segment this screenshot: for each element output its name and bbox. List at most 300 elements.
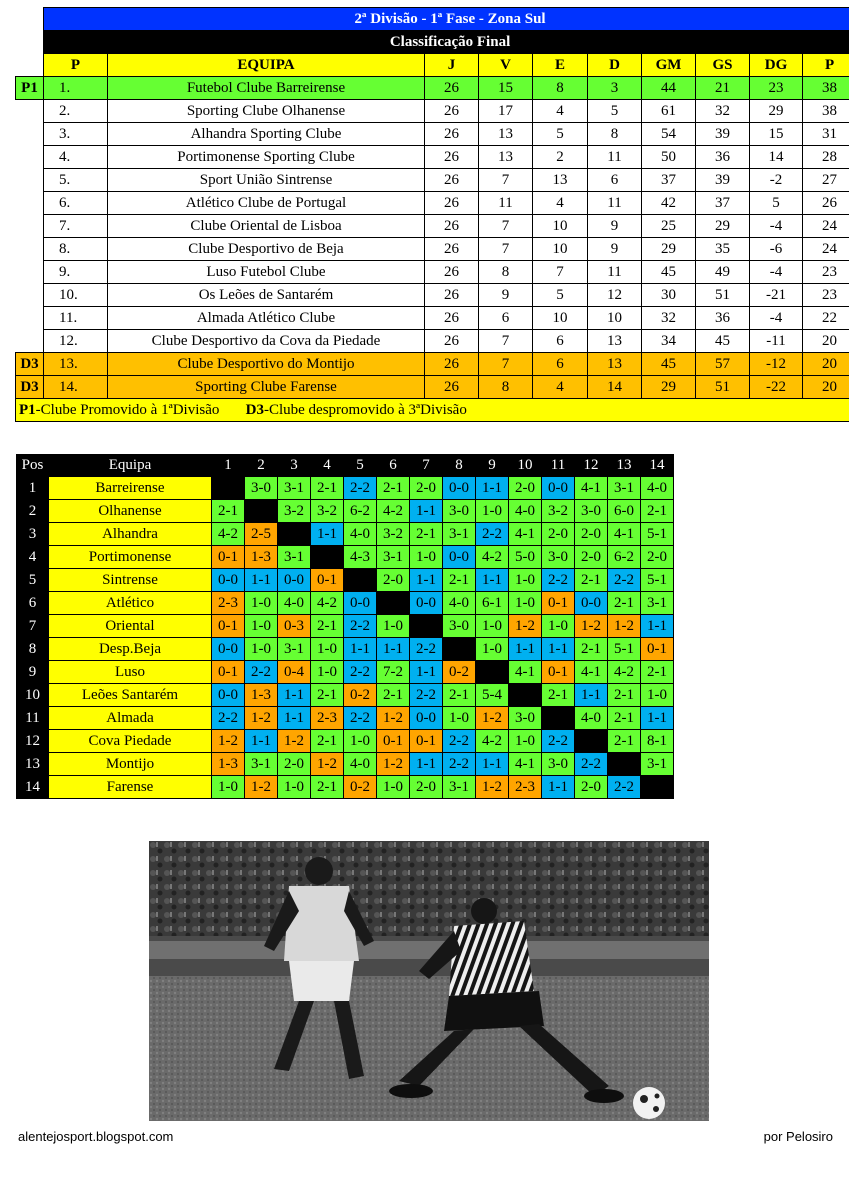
header-goals-against: GS [696, 54, 750, 77]
match-result-cell: 1-2 [377, 707, 410, 730]
match-result-cell: 0-3 [278, 615, 311, 638]
match-result-cell: 2-1 [377, 477, 410, 500]
row-draws: 4 [533, 376, 588, 399]
row-points: 20 [803, 376, 849, 399]
row-points: 22 [803, 307, 849, 330]
standings-row [16, 238, 849, 261]
row-goals-against: 37 [696, 192, 750, 215]
matrix-row-pos: 14 [17, 776, 49, 799]
match-result-cell: 2-1 [377, 684, 410, 707]
standings-row [16, 353, 849, 376]
match-result-cell: 2-0 [641, 546, 674, 569]
match-result-cell: 1-2 [212, 730, 245, 753]
match-result-cell: 1-0 [344, 730, 377, 753]
match-result-cell: 2-1 [542, 684, 575, 707]
row-points: 38 [803, 100, 849, 123]
row-goals-against: 39 [696, 169, 750, 192]
row-goals-against: 39 [696, 123, 750, 146]
row-played: 26 [425, 376, 479, 399]
matrix-row-team: Montijo [49, 753, 212, 776]
match-result-cell: 2-2 [443, 753, 476, 776]
match-result-cell: 1-0 [509, 569, 542, 592]
match-result-cell: 2-3 [212, 592, 245, 615]
row-position: 13. [44, 353, 108, 376]
row-played: 26 [425, 238, 479, 261]
row-losses: 10 [588, 307, 642, 330]
row-goal-diff: -4 [750, 261, 803, 284]
row-points: 31 [803, 123, 849, 146]
match-result-cell: 1-1 [245, 569, 278, 592]
match-result-cell: 3-1 [278, 638, 311, 661]
row-points: 20 [803, 353, 849, 376]
match-result-cell: 1-1 [410, 500, 443, 523]
match-result-cell: 1-2 [575, 615, 608, 638]
match-result-cell: 0-0 [410, 592, 443, 615]
match-result-cell: 5-1 [608, 638, 641, 661]
match-result-cell [410, 615, 443, 638]
row-wins: 7 [479, 238, 533, 261]
row-goal-diff: -12 [750, 353, 803, 376]
row-position: 2. [44, 100, 108, 123]
row-draws: 6 [533, 353, 588, 376]
row-wins: 8 [479, 261, 533, 284]
matrix-row [17, 776, 674, 799]
row-points: 23 [803, 261, 849, 284]
row-points: 24 [803, 215, 849, 238]
match-result-cell: 2-0 [509, 477, 542, 500]
match-result-cell: 0-0 [344, 592, 377, 615]
row-draws: 2 [533, 146, 588, 169]
match-result-cell: 2-1 [311, 730, 344, 753]
row-wins: 7 [479, 169, 533, 192]
matrix-row-team: Alhandra [49, 523, 212, 546]
match-result-cell [278, 523, 311, 546]
row-goals-against: 29 [696, 215, 750, 238]
match-result-cell: 3-1 [377, 546, 410, 569]
match-result-cell: 3-1 [443, 523, 476, 546]
row-goal-diff: 5 [750, 192, 803, 215]
matrix-col-header: 12 [575, 455, 608, 477]
row-position: 1. [44, 77, 108, 100]
match-result-cell: 3-0 [509, 707, 542, 730]
row-goals-against: 51 [696, 284, 750, 307]
match-result-cell: 5-1 [641, 569, 674, 592]
match-result-cell: 3-1 [641, 753, 674, 776]
matrix-row-pos: 11 [17, 707, 49, 730]
standings-row [16, 169, 849, 192]
row-wins: 13 [479, 146, 533, 169]
match-result-cell: 3-0 [542, 753, 575, 776]
row-goals-for: 25 [642, 215, 696, 238]
match-result-cell: 3-1 [443, 776, 476, 799]
match-result-cell: 3-1 [278, 477, 311, 500]
football-match-photo [149, 841, 709, 1121]
match-result-cell: 4-1 [509, 661, 542, 684]
match-result-cell [212, 477, 245, 500]
match-result-cell: 4-2 [212, 523, 245, 546]
standings-row [16, 376, 849, 399]
match-result-cell: 1-0 [509, 730, 542, 753]
footer-site: alentejosport.blogspot.com [18, 1129, 174, 1144]
standings-subtitle: Classificação Final [44, 31, 849, 54]
row-played: 26 [425, 330, 479, 353]
match-result-cell: 4-1 [575, 477, 608, 500]
row-goals-for: 44 [642, 77, 696, 100]
match-result-cell: 4-1 [509, 753, 542, 776]
match-result-cell [641, 776, 674, 799]
row-position: 14. [44, 376, 108, 399]
matrix-row [17, 500, 674, 523]
row-played: 26 [425, 123, 479, 146]
row-played: 26 [425, 100, 479, 123]
match-result-cell: 4-0 [443, 592, 476, 615]
standings-row [16, 307, 849, 330]
row-team: Almada Atlético Clube [108, 307, 425, 330]
row-points: 27 [803, 169, 849, 192]
matrix-col-header: 7 [410, 455, 443, 477]
matrix-row-team: Desp.Beja [49, 638, 212, 661]
match-result-cell: 0-1 [212, 661, 245, 684]
match-result-cell: 3-0 [443, 500, 476, 523]
row-goals-against: 45 [696, 330, 750, 353]
row-goal-diff: 23 [750, 77, 803, 100]
status-tag [16, 100, 44, 123]
matrix-col-header: 11 [542, 455, 575, 477]
row-points: 24 [803, 238, 849, 261]
matrix-row [17, 592, 674, 615]
row-goals-for: 29 [642, 238, 696, 261]
row-losses: 11 [588, 192, 642, 215]
row-team: Futebol Clube Barreirense [108, 77, 425, 100]
row-draws: 13 [533, 169, 588, 192]
match-result-cell: 1-3 [212, 753, 245, 776]
row-position: 9. [44, 261, 108, 284]
row-position: 10. [44, 284, 108, 307]
match-result-cell: 0-1 [212, 615, 245, 638]
row-losses: 6 [588, 169, 642, 192]
row-goals-for: 37 [642, 169, 696, 192]
row-position: 6. [44, 192, 108, 215]
standings-row [16, 215, 849, 238]
status-tag [16, 146, 44, 169]
match-result-cell: 1-0 [245, 615, 278, 638]
header-goal-diff: DG [750, 54, 803, 77]
matrix-row-team: Almada [49, 707, 212, 730]
row-team: Clube Desportivo de Beja [108, 238, 425, 261]
match-result-cell: 1-1 [245, 730, 278, 753]
match-result-cell: 2-0 [410, 776, 443, 799]
match-result-cell: 3-2 [278, 500, 311, 523]
match-result-cell: 1-2 [278, 730, 311, 753]
row-goals-for: 54 [642, 123, 696, 146]
row-losses: 9 [588, 215, 642, 238]
blank-corner [16, 8, 44, 31]
row-played: 26 [425, 77, 479, 100]
matrix-row [17, 615, 674, 638]
match-result-cell: 0-1 [410, 730, 443, 753]
footer-author: por Pelosiro [763, 1129, 833, 1144]
matrix-row-pos: 7 [17, 615, 49, 638]
match-result-cell: 1-0 [476, 500, 509, 523]
matrix-col-header: 6 [377, 455, 410, 477]
row-goal-diff: -22 [750, 376, 803, 399]
match-result-cell: 1-0 [476, 638, 509, 661]
row-team: Sport União Sintrense [108, 169, 425, 192]
match-result-cell: 4-1 [575, 661, 608, 684]
row-wins: 7 [479, 330, 533, 353]
match-result-cell: 2-0 [377, 569, 410, 592]
status-tag: D3 [16, 376, 44, 399]
status-tag [16, 238, 44, 261]
header-pos: P [44, 54, 108, 77]
row-goals-for: 45 [642, 353, 696, 376]
row-goals-for: 29 [642, 376, 696, 399]
match-result-cell: 8-1 [641, 730, 674, 753]
match-result-cell: 0-1 [641, 638, 674, 661]
matrix-col-header: 3 [278, 455, 311, 477]
row-played: 26 [425, 307, 479, 330]
match-result-cell: 2-2 [410, 684, 443, 707]
match-result-cell: 3-1 [245, 753, 278, 776]
row-wins: 8 [479, 376, 533, 399]
match-result-cell: 4-3 [344, 546, 377, 569]
match-result-cell: 1-0 [212, 776, 245, 799]
row-wins: 17 [479, 100, 533, 123]
match-result-cell: 3-2 [377, 523, 410, 546]
match-result-cell: 2-1 [608, 684, 641, 707]
matrix-row-team: Portimonense [49, 546, 212, 569]
match-result-cell: 5-0 [509, 546, 542, 569]
row-goal-diff: -11 [750, 330, 803, 353]
matrix-row-team: Cova Piedade [49, 730, 212, 753]
match-result-cell: 2-1 [575, 569, 608, 592]
match-result-cell [575, 730, 608, 753]
row-losses: 12 [588, 284, 642, 307]
row-team: Portimonense Sporting Clube [108, 146, 425, 169]
matrix-col-header: 10 [509, 455, 542, 477]
match-result-cell: 2-2 [608, 569, 641, 592]
row-position: 8. [44, 238, 108, 261]
match-result-cell: 1-1 [410, 661, 443, 684]
row-played: 26 [425, 146, 479, 169]
matrix-row-pos: 1 [17, 477, 49, 500]
match-result-cell: 1-0 [377, 615, 410, 638]
match-result-cell: 1-1 [509, 638, 542, 661]
status-tag [16, 307, 44, 330]
row-draws: 4 [533, 100, 588, 123]
standings-title: 2ª Divisão - 1ª Fase - Zona Sul [44, 8, 849, 31]
match-result-cell: 2-1 [311, 684, 344, 707]
matrix-row [17, 661, 674, 684]
row-points: 28 [803, 146, 849, 169]
match-result-cell: 2-2 [476, 523, 509, 546]
header-played: J [425, 54, 479, 77]
matrix-row [17, 477, 674, 500]
match-result-cell: 2-3 [311, 707, 344, 730]
row-wins: 11 [479, 192, 533, 215]
match-result-cell: 1-1 [641, 707, 674, 730]
matrix-header-team: Equipa [49, 455, 212, 477]
row-draws: 10 [533, 215, 588, 238]
matrix-row-team: Luso [49, 661, 212, 684]
row-losses: 13 [588, 353, 642, 376]
row-goal-diff: -6 [750, 238, 803, 261]
match-result-cell: 2-1 [212, 500, 245, 523]
matrix-row-team: Atlético [49, 592, 212, 615]
row-draws: 7 [533, 261, 588, 284]
match-result-cell [542, 707, 575, 730]
match-result-cell: 4-0 [344, 523, 377, 546]
match-result-cell: 3-0 [245, 477, 278, 500]
match-result-cell: 1-2 [608, 615, 641, 638]
standings-table [15, 7, 836, 422]
match-result-cell: 2-1 [443, 569, 476, 592]
match-result-cell: 4-2 [608, 661, 641, 684]
match-result-cell: 1-0 [245, 592, 278, 615]
row-goals-for: 61 [642, 100, 696, 123]
match-result-cell [509, 684, 542, 707]
matrix-row-team: Oriental [49, 615, 212, 638]
status-tag [16, 192, 44, 215]
match-result-cell: 4-0 [641, 477, 674, 500]
match-result-cell: 2-1 [311, 615, 344, 638]
row-goals-against: 51 [696, 376, 750, 399]
row-goal-diff: 15 [750, 123, 803, 146]
match-result-cell: 4-1 [509, 523, 542, 546]
row-team: Clube Desportivo da Cova da Piedade [108, 330, 425, 353]
match-result-cell: 1-0 [410, 546, 443, 569]
row-losses: 14 [588, 376, 642, 399]
match-result-cell: 3-2 [311, 500, 344, 523]
standings-header-row [16, 54, 849, 77]
row-losses: 11 [588, 261, 642, 284]
row-goals-for: 42 [642, 192, 696, 215]
header-draws: E [533, 54, 588, 77]
match-result-cell: 2-2 [575, 753, 608, 776]
row-position: 12. [44, 330, 108, 353]
match-result-cell: 0-1 [542, 592, 575, 615]
status-tag [16, 215, 44, 238]
row-goal-diff: -4 [750, 215, 803, 238]
match-result-cell: 1-1 [476, 477, 509, 500]
match-result-cell: 2-1 [311, 776, 344, 799]
match-result-cell: 1-2 [476, 776, 509, 799]
match-result-cell: 1-1 [344, 638, 377, 661]
row-wins: 9 [479, 284, 533, 307]
match-result-cell: 4-1 [608, 523, 641, 546]
match-result-cell: 1-1 [377, 638, 410, 661]
results-matrix [16, 454, 674, 799]
match-result-cell: 2-2 [344, 661, 377, 684]
matrix-row [17, 523, 674, 546]
match-result-cell: 3-0 [575, 500, 608, 523]
match-result-cell: 1-2 [476, 707, 509, 730]
match-result-cell: 2-0 [410, 477, 443, 500]
match-result-cell: 1-1 [410, 569, 443, 592]
row-team: Clube Oriental de Lisboa [108, 215, 425, 238]
header-wins: V [479, 54, 533, 77]
legend-p1-code: P1 [19, 402, 36, 418]
matrix-row-pos: 10 [17, 684, 49, 707]
row-team: Atlético Clube de Portugal [108, 192, 425, 215]
match-result-cell: 2-0 [575, 523, 608, 546]
status-tag [16, 261, 44, 284]
row-team: Os Leões de Santarém [108, 284, 425, 307]
match-result-cell: 2-1 [641, 661, 674, 684]
match-result-cell: 3-1 [641, 592, 674, 615]
match-result-cell: 0-0 [575, 592, 608, 615]
match-result-cell: 3-1 [608, 477, 641, 500]
match-result-cell: 2-1 [410, 523, 443, 546]
row-goals-against: 36 [696, 146, 750, 169]
match-result-cell: 7-2 [377, 661, 410, 684]
match-result-cell: 3-1 [278, 546, 311, 569]
match-result-cell: 3-0 [542, 546, 575, 569]
match-result-cell: 0-0 [212, 638, 245, 661]
match-result-cell: 0-2 [344, 684, 377, 707]
row-draws: 6 [533, 330, 588, 353]
match-result-cell [245, 500, 278, 523]
match-result-cell: 1-0 [509, 592, 542, 615]
match-result-cell: 1-0 [542, 615, 575, 638]
match-result-cell: 2-3 [509, 776, 542, 799]
matrix-row-pos: 6 [17, 592, 49, 615]
match-result-cell: 3-2 [542, 500, 575, 523]
matrix-row-pos: 8 [17, 638, 49, 661]
row-draws: 5 [533, 123, 588, 146]
row-goal-diff: 29 [750, 100, 803, 123]
match-result-cell: 0-0 [410, 707, 443, 730]
match-result-cell: 2-0 [575, 546, 608, 569]
row-position: 7. [44, 215, 108, 238]
row-draws: 8 [533, 77, 588, 100]
match-result-cell: 1-1 [410, 753, 443, 776]
match-result-cell: 2-2 [410, 638, 443, 661]
match-result-cell: 1-1 [278, 684, 311, 707]
row-wins: 6 [479, 307, 533, 330]
matrix-row [17, 753, 674, 776]
row-goals-for: 50 [642, 146, 696, 169]
match-result-cell: 6-0 [608, 500, 641, 523]
status-tag: D3 [16, 353, 44, 376]
standings-row [16, 146, 849, 169]
match-result-cell: 0-1 [377, 730, 410, 753]
match-result-cell: 3-0 [443, 615, 476, 638]
match-result-cell: 6-1 [476, 592, 509, 615]
row-position: 5. [44, 169, 108, 192]
match-result-cell: 1-2 [311, 753, 344, 776]
match-result-cell: 2-1 [641, 500, 674, 523]
row-played: 26 [425, 284, 479, 307]
match-result-cell: 6-2 [344, 500, 377, 523]
match-result-cell: 2-2 [542, 569, 575, 592]
row-goals-against: 35 [696, 238, 750, 261]
matrix-header-row [17, 455, 674, 477]
match-result-cell: 2-0 [575, 776, 608, 799]
match-result-cell: 1-2 [377, 753, 410, 776]
match-result-cell: 2-2 [245, 661, 278, 684]
match-result-cell: 2-1 [608, 730, 641, 753]
match-result-cell: 5-4 [476, 684, 509, 707]
legend-d3-code: D3 [245, 402, 264, 418]
standings-row [16, 100, 849, 123]
match-result-cell: 0-0 [278, 569, 311, 592]
row-points: 26 [803, 192, 849, 215]
match-result-cell: 4-2 [311, 592, 344, 615]
match-result-cell: 4-0 [344, 753, 377, 776]
matrix-col-header: 9 [476, 455, 509, 477]
match-result-cell: 2-0 [542, 523, 575, 546]
